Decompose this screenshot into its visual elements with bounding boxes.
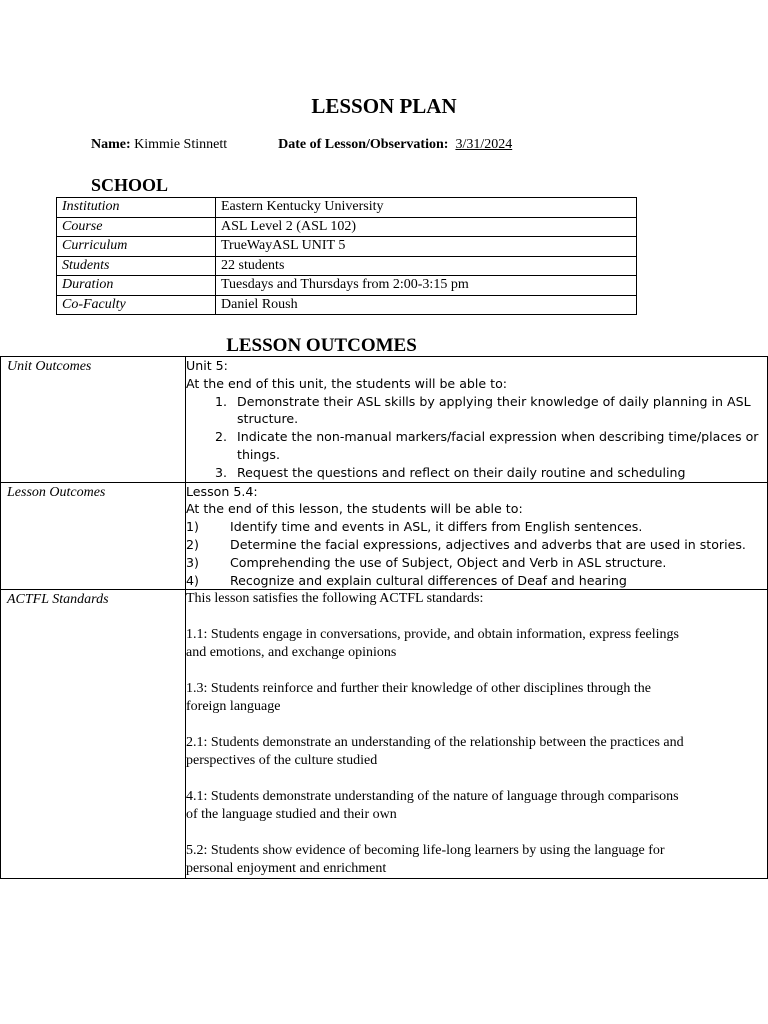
unit-outcomes-key: Unit Outcomes bbox=[1, 357, 186, 483]
standard-line: 5.2: Students show evidence of becoming life-long learners by using the language for bbox=[186, 843, 665, 859]
item-number: 4) bbox=[186, 572, 199, 588]
standard-line: 2.1: Students demonstrate an understanding of the relationship between the practices and bbox=[186, 735, 684, 751]
unit-intro: At the end of this unit, the students will be able to: bbox=[186, 375, 508, 391]
item-number: 2) bbox=[186, 536, 199, 552]
list-item: 2. Indicate the non-manual markers/facial expression when describing time/places or things. bbox=[231, 428, 767, 464]
lesson-outcomes-cell bbox=[186, 482, 768, 590]
name-value: Kimmie Stinnett bbox=[134, 137, 228, 152]
list-item bbox=[186, 734, 767, 770]
standard-line: and emotions, and exchange opinions bbox=[186, 645, 397, 661]
row-value: ASL Level 2 (ASL 102) bbox=[216, 217, 637, 237]
standard-line: perspectives of the culture studied bbox=[186, 753, 378, 769]
lesson-outcomes-key: Lesson Outcomes bbox=[1, 482, 186, 590]
actfl-standards-row bbox=[1, 590, 768, 879]
lesson-outcomes-row bbox=[1, 482, 768, 590]
row-key: Curriculum bbox=[57, 237, 216, 257]
item-number: 3) bbox=[186, 554, 199, 570]
date-label: Date of Lesson/Observation: bbox=[278, 137, 449, 152]
list-item bbox=[186, 788, 767, 824]
row-key: Students bbox=[57, 256, 216, 276]
school-table bbox=[56, 197, 637, 315]
item-text: Recognize and explain cultural differences of Deaf and hearing bbox=[230, 572, 627, 588]
actfl-intro: This lesson satisfies the following ACTFL standards: bbox=[186, 591, 484, 607]
row-key: Course bbox=[57, 217, 216, 237]
list-item bbox=[186, 680, 767, 716]
list-item bbox=[186, 572, 767, 590]
unit-outcomes-row bbox=[1, 357, 768, 483]
unit-title: Unit 5: bbox=[186, 358, 228, 373]
standard-line: 1.3: Students reinforce and further their knowledge of other disciplines through the bbox=[186, 681, 651, 697]
row-key: Co-Faculty bbox=[57, 295, 216, 315]
item-text: Comprehending the use of Subject, Object and Verb in ASL structure. bbox=[230, 554, 667, 570]
table-row bbox=[57, 237, 637, 257]
row-value: Tuesdays and Thursdays from 2:00-3:15 pm bbox=[216, 276, 637, 296]
item-text: Identify time and events in ASL, it differs from English sentences. bbox=[230, 519, 643, 535]
school-heading: SCHOOL bbox=[91, 175, 169, 195]
list-item bbox=[186, 626, 767, 662]
list-item bbox=[186, 536, 767, 554]
unit-outcomes-cell bbox=[186, 357, 768, 483]
outcomes-table bbox=[0, 356, 768, 879]
date-value: 3/31/2024 bbox=[455, 137, 513, 152]
row-value: Eastern Kentucky University bbox=[216, 198, 637, 218]
lesson-intro: At the end of this lesson, the students will be able to: bbox=[186, 501, 523, 517]
list-item bbox=[186, 842, 767, 878]
unit-outcome-list bbox=[186, 393, 767, 482]
item-text: Determine the facial expressions, adjectives and adverbs that are used in stories. bbox=[230, 536, 746, 552]
row-value: Daniel Roush bbox=[216, 295, 637, 315]
lesson-title: Lesson 5.4: bbox=[186, 483, 258, 499]
actfl-standards-cell bbox=[186, 590, 768, 879]
row-key: Duration bbox=[57, 276, 216, 296]
document-title: LESSON PLAN bbox=[311, 94, 457, 118]
standard-line: of the language studied and their own bbox=[186, 807, 397, 823]
meta-line bbox=[91, 137, 512, 153]
row-key: Institution bbox=[57, 198, 216, 218]
name-label: Name: bbox=[91, 137, 131, 152]
row-value: TrueWayASL UNIT 5 bbox=[216, 237, 637, 257]
table-row bbox=[57, 295, 637, 315]
list-item: 3. Request the questions and reflect on their daily routine and scheduling bbox=[231, 464, 767, 482]
list-item: 1. Demonstrate their ASL skills by applying their knowledge of daily planning in ASL structure. bbox=[231, 393, 767, 429]
list-item bbox=[186, 518, 767, 536]
actfl-standards-key: ACTFL Standards bbox=[1, 590, 186, 879]
table-row bbox=[57, 256, 637, 276]
list-item bbox=[186, 554, 767, 572]
row-value: 22 students bbox=[216, 256, 637, 276]
table-row bbox=[57, 276, 637, 296]
standard-line: foreign language bbox=[186, 699, 281, 715]
standard-line: 1.1: Students engage in conversations, provide, and obtain information, express feelings bbox=[186, 627, 680, 643]
standard-line: 4.1: Students demonstrate understanding of the nature of language through comparisons bbox=[186, 789, 679, 805]
standard-line: personal enjoyment and enrichment bbox=[186, 861, 387, 877]
table-row bbox=[57, 198, 637, 218]
item-number: 1) bbox=[186, 519, 199, 535]
outcomes-heading: LESSON OUTCOMES bbox=[226, 335, 417, 356]
table-row bbox=[57, 217, 637, 237]
